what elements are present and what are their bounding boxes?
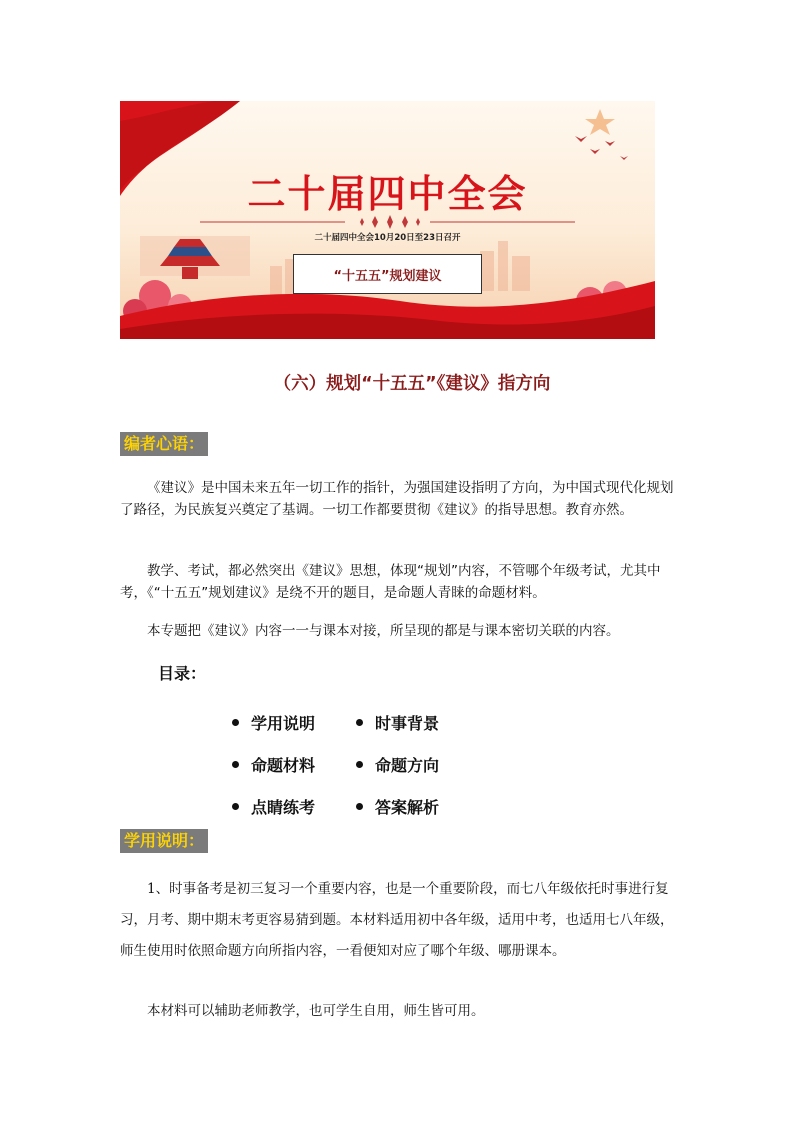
toc-item: 时事背景: [356, 711, 480, 734]
toc-item: 答案解析: [356, 795, 480, 818]
banner-image: [120, 101, 655, 339]
usage-paragraph-2: 本材料可以辅助老师教学，也可学生自用，师生皆可用。: [147, 1003, 485, 1019]
toc-item: 命题材料: [232, 753, 356, 776]
bullet-icon: [356, 761, 363, 768]
toc-item: 命题方向: [356, 753, 480, 776]
banner-text-box: “十五五”规划建议: [293, 254, 482, 294]
editor-label: 编者心语：: [120, 432, 208, 456]
usage-paragraph-1: 1、时事备考是初三复习一个重要内容，也是一个重要阶段，而七八年级依托时事进行复习，月考、期中期末考更容易猜到题。本材料适用初中各年级，适用中考，也适用七八年级，师生使用时依照命题方向所指内容，一看便知对应了哪个年级、哪册课本。: [120, 881, 674, 959]
bullet-icon: [356, 803, 363, 810]
bullet-icon: [232, 719, 239, 726]
editor-paragraph-1: 《建议》是中国未来五年一切工作的指针，为强国建设指明了方向，为中国式现代化规划了路径，为民族复兴奠定了基调。一切工作都要贯彻《建议》的指导思想。教育亦然。: [120, 480, 674, 518]
banner-decoration: [120, 101, 655, 339]
toc-item: 点睛练考: [232, 795, 356, 818]
editor-paragraph-3: 本专题把《建议》内容一一与课本对接，所呈现的都是与课本密切关联的内容。: [147, 623, 620, 639]
banner-title: 二十届四中全会: [247, 172, 528, 216]
editor-paragraph-2: 教学、考试，都必然突出《建议》思想，体现“规划”内容，不管哪个年级考试，尤其中考，《“十五五”规划建议》是绕不开的题目，是命题人青睐的命题材料。: [120, 563, 661, 601]
usage-label: 学用说明：: [120, 829, 208, 853]
bullet-icon: [356, 719, 363, 726]
toc-item: 学用说明: [232, 711, 356, 734]
toc-label: 目录：: [158, 664, 207, 683]
banner-subtitle: 二十届四中全会10月20日至23日召开: [314, 233, 461, 243]
bullet-icon: [232, 803, 239, 810]
bullet-icon: [232, 761, 239, 768]
table-of-contents: [232, 701, 532, 827]
page-heading: （六）规划“十五五”《建议》指方向: [273, 374, 551, 394]
